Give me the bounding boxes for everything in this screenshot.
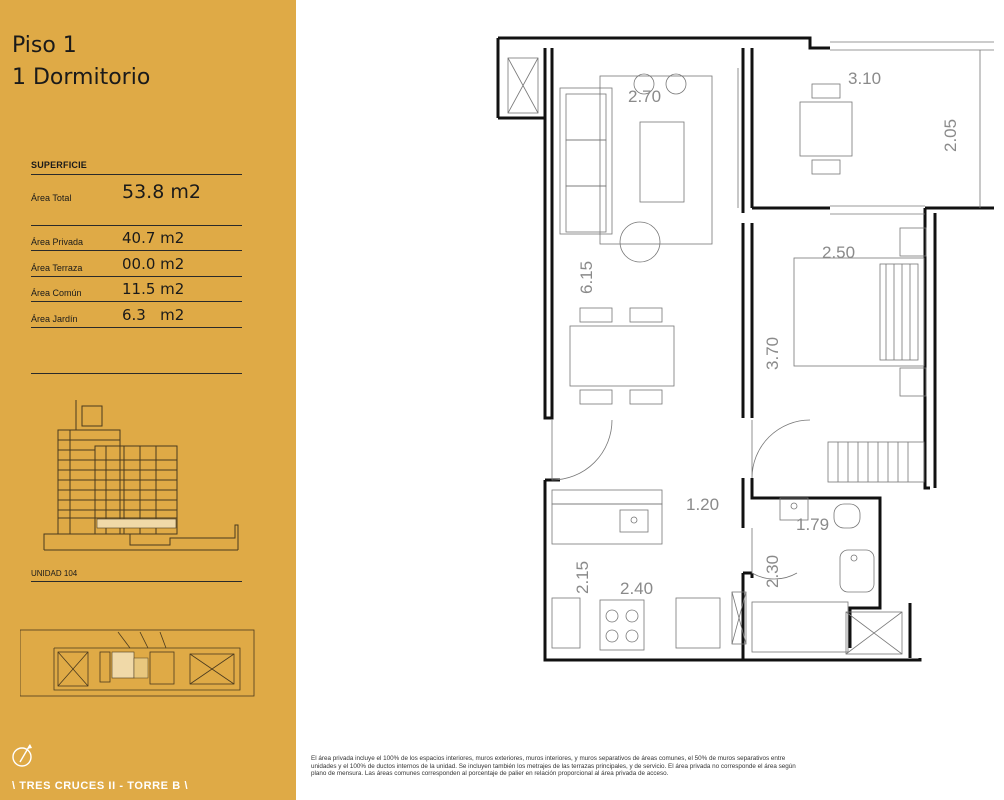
- dim-terrace-depth: 2.05: [941, 118, 960, 152]
- project-brand: \ TRES CRUCES II - TORRE B \: [12, 780, 189, 792]
- dim-kitchen-width: 2.40: [620, 579, 654, 598]
- surface-heading: SUPERFICIE: [31, 160, 88, 170]
- area-comun-value: 11.5 m2: [122, 280, 185, 298]
- dim-living-width: 2.70: [628, 87, 662, 106]
- divider: [31, 581, 242, 582]
- legal-footnote: El área privada incluye el 100% de los espacios interiores, muros exteriores, muros interiores, y muros separativos de áreas comunes, el 50% de muros separativos entre unidades y el 100% de ductos internos de la unidad. Se incluyen también los metrajes de las terrazas principales, y de servicio. El área privada no corresponde el área según plano de mensura. Las áreas comunes corresponden al porcentaje de palier en relación proporcional al área privada de acceso.: [311, 755, 796, 778]
- floor-title: Piso 1: [12, 33, 77, 58]
- dim-bath-depth: 2.30: [763, 554, 782, 588]
- dim-kitchen-depth: 2.15: [573, 560, 592, 594]
- divider: [31, 276, 242, 277]
- unit-number: UNIDAD 104: [31, 569, 78, 578]
- divider: [31, 373, 242, 374]
- dim-terrace-width: 3.10: [848, 69, 882, 88]
- floor-plan: [490, 28, 994, 668]
- building-elevation-diagram: [40, 400, 245, 560]
- area-terraza-label: Área Terraza: [31, 263, 83, 273]
- sidebar: [0, 0, 296, 800]
- area-comun-label: Área Común: [31, 288, 82, 298]
- area-privada-label: Área Privada: [31, 237, 84, 247]
- site-plan-thumbnail: [20, 628, 256, 700]
- dim-living-depth: 6.15: [577, 260, 596, 294]
- divider: [31, 250, 242, 251]
- dim-hall-width: 1.20: [686, 495, 720, 514]
- area-jardin-value: 6.3 m2: [122, 306, 185, 324]
- dim-bedroom-width: 2.50: [822, 243, 856, 262]
- divider: [31, 327, 242, 328]
- unit-type-title: 1 Dormitorio: [12, 65, 151, 90]
- area-total-value: 53.8 m2: [122, 181, 201, 203]
- north-compass-icon: [10, 742, 36, 768]
- divider: [31, 225, 242, 226]
- dim-bedroom-depth: 3.70: [763, 336, 782, 370]
- divider: [31, 174, 242, 175]
- area-total-label: Área Total: [31, 193, 72, 203]
- dim-bath-width: 1.79: [796, 515, 830, 534]
- area-terraza-value: 00.0 m2: [122, 255, 185, 273]
- area-privada-value: 40.7 m2: [122, 229, 185, 247]
- area-jardin-label: Área Jardín: [31, 314, 78, 324]
- divider: [31, 301, 242, 302]
